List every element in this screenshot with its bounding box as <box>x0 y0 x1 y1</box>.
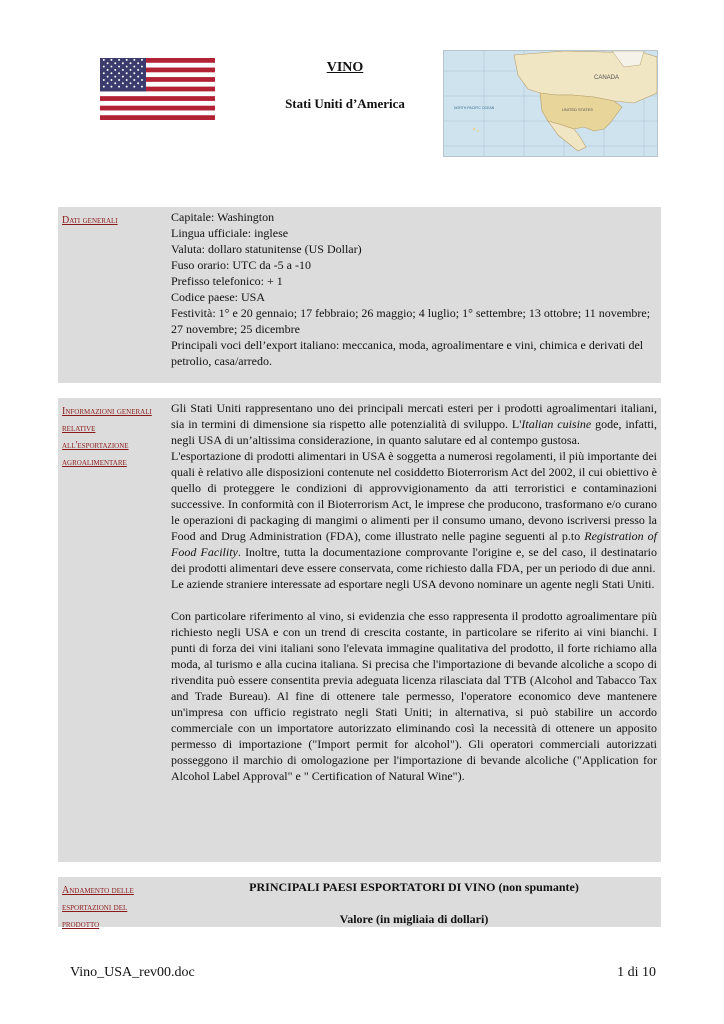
phone-prefix-line: Prefisso telefonico: + 1 <box>171 274 283 288</box>
currency-line: Valuta: dollaro statunitense (US Dollar) <box>171 242 362 256</box>
flag-star <box>103 59 105 61</box>
export-trend-heading-block <box>171 880 657 927</box>
flag-star <box>103 79 105 81</box>
flag-star <box>110 72 112 74</box>
flag-star <box>137 82 139 84</box>
title-block <box>250 60 440 112</box>
export-info-body <box>171 400 657 784</box>
wine-paragraph: Con particolare riferimento al vino, si evidenzia che esso rappresenta il prodotto agroalimentare più richiesto negli USA e con un trend di crescita costante, in particolare se riferito ai vini bianchi. I punti di forza dei vini italiani sono l'elevata immagine qualitativa del prodotto, il forte richiamo alla moda, al turismo e alla cucina italiana. Si precisa che l'importazione di bevande alcoliche a scopo di rivendita può essere consentita previa adeguata licenza rilasciata dal TTB (Alcohol and Tabacco Tax and Trade Bureau). Al fine di ottenere tale permesso, l'operatore economico deve mantenere un'impresa con ufficio registrato negli Stati Uniti; in alternativa, si può stabilire un accordo commerciale con un importatore autorizzato eliminando così la necessità di ottenere un apposito permesso di importazione ("Import permit for alcohol"). Gli operatori commerciali autorizzati posseggono il marchio di omologazione per l'importazione di bevande alcoliche ("Application for Alcohol Label Approval" e " Certification of Natural Wine"). <box>171 609 657 783</box>
general-data-label: Dati generali <box>62 215 118 226</box>
flag-star <box>110 86 112 88</box>
export-trend-heading: PRINCIPALI PAESI ESPORTATORI DI VINO (non spumante) <box>249 880 579 894</box>
flag-star <box>133 66 135 68</box>
general-data-section <box>58 207 661 383</box>
flag-star <box>118 86 120 88</box>
flag-star <box>103 86 105 88</box>
main-exports-line: Principali voci dell’export italiano: meccanica, moda, agroalimentare e vini, chimica e derivati del petrolio, casa/arredo. <box>171 338 644 368</box>
flag-star <box>141 72 143 74</box>
flag-star <box>126 66 128 68</box>
document-title: VINO <box>326 60 364 75</box>
north-america-map-image <box>443 50 658 157</box>
flag-star <box>122 69 124 71</box>
flag-star <box>118 66 120 68</box>
flag-star <box>137 76 139 78</box>
timezone-line: Fuso orario: UTC da -5 a -10 <box>171 258 311 272</box>
flag-star <box>137 69 139 71</box>
flag-star <box>126 79 128 81</box>
flag-star <box>103 66 105 68</box>
flag-star <box>110 79 112 81</box>
export-info-label: Informazioni generali relative all'esportazione agroalimentare <box>62 406 152 468</box>
map-label-north-pacific: NORTH PACIFIC OCEAN <box>454 106 495 110</box>
flag-star <box>133 79 135 81</box>
flag-star <box>141 66 143 68</box>
export-trend-subheading: Valore (in migliaia di dollari) <box>339 912 489 926</box>
flag-star <box>110 66 112 68</box>
flag-star <box>126 86 128 88</box>
export-trend-label: Andamento delle esportazioni del prodotto <box>62 885 134 930</box>
map-label-canada: CANADA <box>594 75 620 81</box>
flag-star <box>118 59 120 61</box>
flag-star <box>141 79 143 81</box>
language-line: Lingua ufficiale: inglese <box>171 226 289 240</box>
flag-star <box>107 76 109 78</box>
export-paragraph-2: L'esportazione di prodotti alimentari in USA è soggetta a numerosi regolamenti, il più importante dei quali è relativo alle disposizioni contenute nel cosiddetto Bioterrorism Act del 2002, il cui obiettivo è quello di proteggere le condizioni di approvvigionamento da atti terroristici e contaminazioni successive. In conformità con il Bioterrorism Act, le imprese che producono, trasformano e/o curano le operazioni di packaging di mangimi o alimenti per il consumo umano, devono iscriversi presso la Food and Drug Administration (FDA), come illustrato nelle pagine seguenti al p.to Registration of Food Facility. Inoltre, tutta la documentazione comprovante l'origine e, se del caso, il destinatario dei prodotti alimentari deve essere conservata, come richiesto dalla FDA, per un periodo di due anni. <box>171 449 657 575</box>
flag-star <box>114 69 116 71</box>
flag-star <box>103 72 105 74</box>
export-trend-section <box>58 877 661 930</box>
us-flag-image <box>100 58 215 120</box>
flag-star <box>137 62 139 64</box>
flag-star <box>122 76 124 78</box>
flag-star <box>118 79 120 81</box>
flag-star <box>133 59 135 61</box>
holidays-line: Festività: 1° e 20 gennaio; 17 febbraio; 26 maggio; 4 luglio; 1° settembre; 13 ottobre; 11 novembre; 27 novembre; 25 dicembre <box>171 306 651 336</box>
flag-star <box>107 62 109 64</box>
flag-star <box>118 72 120 74</box>
flag-star <box>114 76 116 78</box>
flag-star <box>110 59 112 61</box>
flag-star <box>122 82 124 84</box>
map-label-usa: UNITED STATES <box>562 107 593 112</box>
export-paragraph-1: Gli Stati Uniti rappresentano uno dei principali mercati esteri per i prodotti agroalimentari italiani, sia in termini di dimensione sia rispetto alle potenzialità di sviluppo. L'Italian cuisine gode, infatti, negli USA di un’altissima considerazione, in quanto salutare ed al contempo gustosa. <box>171 401 657 447</box>
flag-star <box>122 62 124 64</box>
flag-star <box>107 69 109 71</box>
footer-filename: Vino_USA_rev00.doc <box>70 965 195 980</box>
footer-page-number: 1 di 10 <box>617 965 656 980</box>
flag-star <box>114 62 116 64</box>
flag-star <box>126 72 128 74</box>
flag-star <box>133 72 135 74</box>
flag-star <box>141 86 143 88</box>
flag-star <box>130 82 132 84</box>
flag-star <box>130 62 132 64</box>
flag-star <box>107 82 109 84</box>
export-info-section <box>58 398 661 862</box>
export-paragraph-3: Le aziende straniere interessate ad esportare negli USA devono nominare un agente negli Stati Uniti. <box>171 577 655 591</box>
flag-star <box>130 69 132 71</box>
country-code-line: Codice paese: USA <box>171 290 265 304</box>
flag-star <box>130 76 132 78</box>
flag-star <box>133 86 135 88</box>
capital-line: Capitale: Washington <box>171 210 275 224</box>
flag-star <box>114 82 116 84</box>
document-subtitle: Stati Uniti d’America <box>285 96 405 111</box>
general-data-body <box>171 209 657 369</box>
flag-star <box>141 59 143 61</box>
flag-star <box>126 59 128 61</box>
